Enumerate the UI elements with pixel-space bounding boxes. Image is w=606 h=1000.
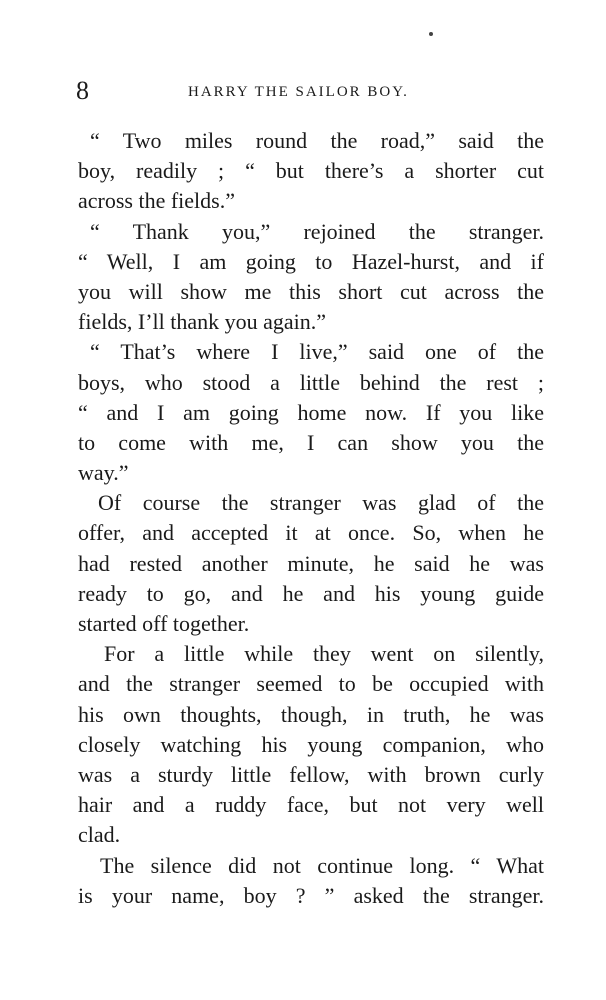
text-line: fields, I’ll thank you again.” [78, 309, 327, 335]
text-line: his own thoughts, though, in truth, he was [78, 701, 544, 727]
text-line: you will show me this short cut across the [78, 278, 544, 304]
text-line: “ Two miles round the road,” said the [90, 128, 544, 153]
body-text [78, 126, 544, 911]
text-line: clad. [78, 822, 121, 848]
text-line: “ That’s where I live,” said one of the [90, 339, 544, 365]
text-line: to come with me, I can show you the [78, 429, 544, 455]
page-number: 8 [76, 76, 89, 105]
text-line: was a sturdy little fellow, with brown curly [78, 761, 544, 787]
text-line: way.” [78, 460, 129, 486]
text-line: The silence did not continue long. “ What [100, 852, 544, 878]
text-line: across the fields.” [78, 188, 235, 214]
text-line: boys, who stood a little behind the rest ; [78, 369, 544, 395]
page-header [76, 76, 546, 106]
text-line: closely watching his young companion, who [78, 731, 544, 757]
text-line: “ and I am going home now. If you like [78, 399, 544, 425]
text-line: “ Thank you,” rejoined the stranger. [90, 218, 544, 244]
text-line: and the stranger seemed to be occupied with [78, 671, 544, 697]
ink-speck [429, 32, 433, 36]
text-line: ready to go, and he and his young guide [78, 580, 544, 606]
text-line: hair and a ruddy face, but not very well [78, 792, 544, 818]
text-line: Of course the stranger was glad of the [98, 490, 544, 516]
running-head: HARRY THE SAILOR BOY. [188, 84, 409, 100]
text-line: offer, and accepted it at once. So, when he [78, 520, 544, 546]
text-line: started off together. [78, 611, 250, 636]
text-line: boy, readily ; “ but there’s a shorter cut [78, 158, 544, 184]
text-line: “ Well, I am going to Hazel-hurst, and if [78, 248, 544, 274]
text-line: is your name, boy ? ” asked the stranger. [78, 882, 544, 908]
text-line: had rested another minute, he said he was [78, 550, 544, 576]
text-line: For a little while they went on silently, [104, 641, 544, 667]
